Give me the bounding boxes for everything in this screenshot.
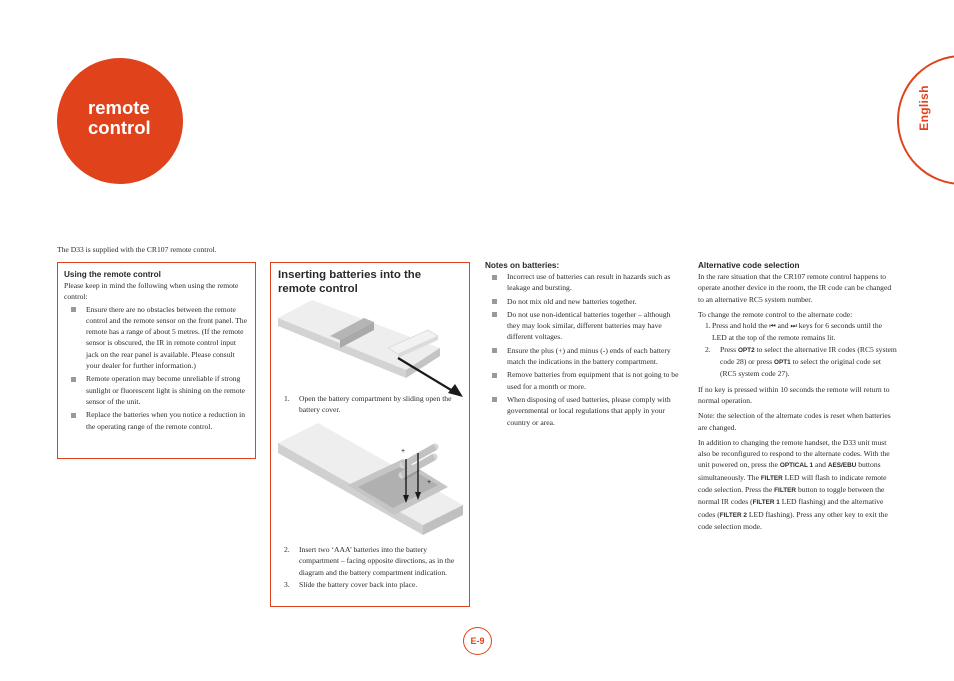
notes-section: [485, 260, 685, 428]
inserting-batteries-box: [270, 262, 470, 607]
alt-step-1: 1. Press and hold the ⏮ and ⏭ keys for 6 seconds until the LED at the top of the remote remains lit.: [705, 321, 883, 343]
list-item: Remote operation may become unreliable if strong sunlight or fluorescent light is shining on the remote sensor of the unit.: [64, 373, 250, 407]
alternative-section: [698, 260, 898, 532]
list-item: When disposing of used batteries, please comply with governmental or local regulations that apply in your country or area.: [485, 394, 685, 428]
page-number: E-9: [470, 636, 485, 646]
battery-compartment-illustration: [278, 423, 468, 543]
alt-step-2: 2. Press OPT2 to select the alternative IR codes (RC5 system code 28) or press OPT1 to select the original code set (RC5 system code 27).: [705, 344, 897, 379]
list-item: Replace the batteries when you notice a reduction in the operating range of the remote control.: [64, 409, 250, 432]
language-tab-label: English: [917, 85, 931, 131]
alternative-paragraph: If no key is pressed within 10 seconds the remote will return to normal operation.: [698, 384, 890, 405]
intro-text: The D33 is supplied with the CR107 remote control.: [57, 245, 217, 254]
plus-marker: +: [401, 448, 406, 455]
alternative-paragraph: To change the remote control to the alternate code:: [698, 309, 853, 319]
using-remote-box: [57, 262, 256, 459]
using-remote-heading: Using the remote control: [64, 270, 161, 279]
list-item: Incorrect use of batteries can result in hazards such as leakage and bursting.: [485, 271, 685, 294]
page-title: [88, 98, 151, 138]
plus-marker: +: [427, 479, 432, 486]
skip-back-icon: ⏮: [769, 322, 776, 331]
list-item: Remove batteries from equipment that is not going to be used for a month or more.: [485, 369, 685, 392]
list-item: Ensure the plus (+) and minus (-) ends of each battery match the indications in the battery compartment.: [485, 345, 685, 368]
list-item: Do not use non-identical batteries together – although they may look similar, different batteries may have different voltages.: [485, 309, 685, 343]
alternative-paragraph: In the rare situation that the CR107 remote control happens to operate another device in the room, the IR code can be changed to an alternative RC5 system number.: [698, 272, 892, 304]
page-title-line1: remote: [88, 97, 150, 118]
skip-forward-icon: ⏭: [790, 322, 797, 331]
inserting-heading: Inserting batteries into the remote control: [278, 269, 422, 295]
remote-cover-illustration: [278, 300, 468, 398]
notes-heading: Notes on batteries:: [485, 261, 560, 270]
list-item: Do not mix old and new batteries together.: [485, 296, 685, 307]
step-1: 1. Open the battery compartment by sliding open the battery cover.: [284, 394, 452, 415]
list-item: Ensure there are no obstacles between the remote control and the remote sensor on the front panel. The remote has a range of about 5 metres. (If the remote sensor is obscured, the IR in remote control input jack on the rear panel is available. Please consult your dealer for further information.): [64, 304, 250, 372]
alternative-paragraph: Note: the selection of the alternate codes is reset when batteries are changed.: [698, 411, 891, 432]
page-title-line2: control: [88, 117, 151, 138]
alternative-paragraph: In addition to changing the remote handset, the D33 unit must also be reconfigured to respond to the alternate codes. With the unit powered on, press the OPTICAL 1 and AES/EBU buttons simultaneously. The FILTER LED will flash to indicate remote code selection. Press the FILTER button to toggle between the normal IR codes (FILTER 1 LED flashing) and the alternative codes (FILTER 2 LED flashing). Press any other key to exit the code selection mode.: [698, 437, 890, 531]
alternative-heading: Alternative code selection: [698, 261, 800, 270]
step-3: 3. Slide the battery cover back into place.: [284, 579, 418, 589]
using-remote-lead: Please keep in mind the following when using the remote control:: [64, 281, 239, 302]
step-2: 2. Insert two ‘AAA’ batteries into the battery compartment – facing opposite directions, as in the diagram and the battery compartment indication.: [284, 545, 455, 577]
